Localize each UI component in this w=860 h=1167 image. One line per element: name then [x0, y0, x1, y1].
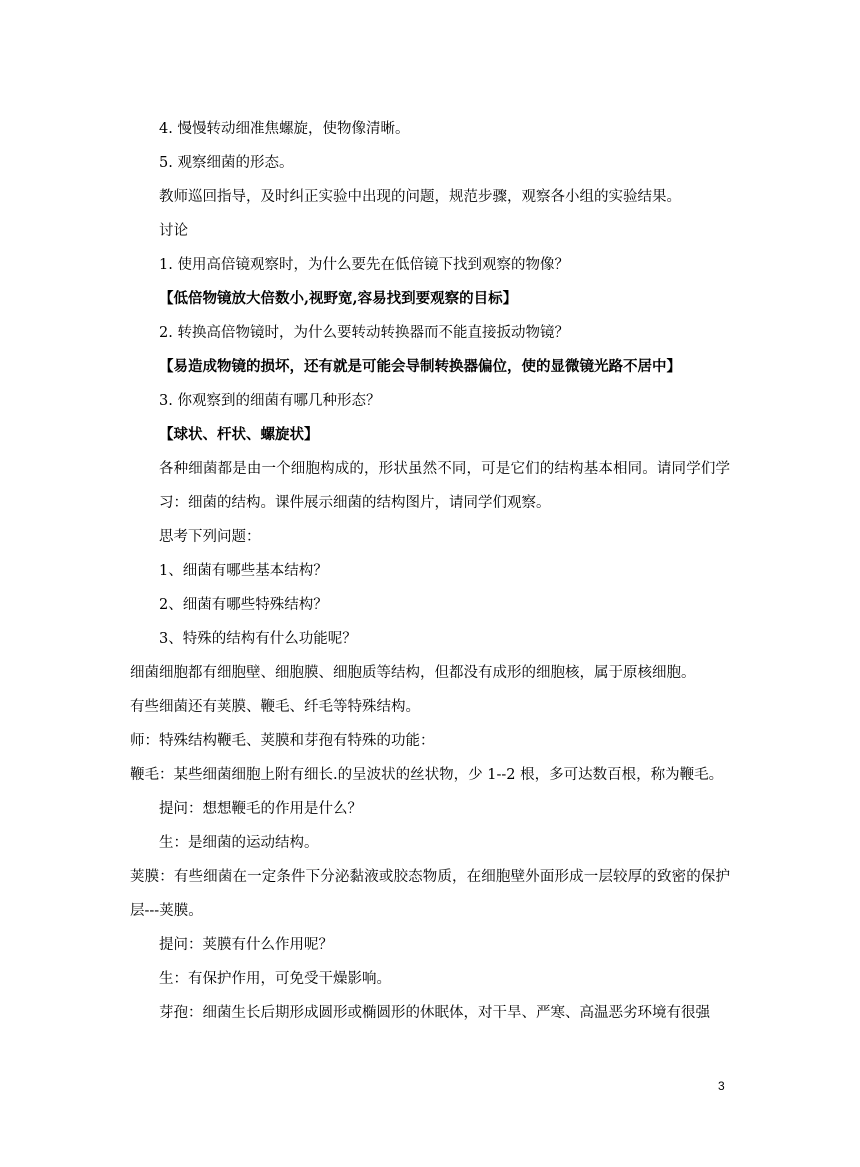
- teacher-special-line: 师：特殊结构鞭毛、荚膜和芽孢有特殊的功能：: [130, 733, 435, 749]
- think-question-2: 2、细菌有哪些特殊结构？: [159, 597, 328, 613]
- discussion-heading: 讨论: [159, 223, 188, 239]
- ask-capsule-line: 提问：荚膜有什么作用呢？: [159, 937, 333, 953]
- page-number: 3: [718, 1079, 725, 1093]
- answer-2-line: 【易造成物镜的损坏，还有就是可能会导制转换器偏位，使的显微镜光路不居中】: [159, 358, 681, 375]
- ask-flagella-line: 提问：想想鞭毛的作用是什么？: [159, 801, 362, 817]
- structure-intro-paragraph: 各种细菌都是由一个细胞构成的，形状虽然不同，可是它们的结构基本相同。请同学们学习：细菌的结构。课件展示细菌的结构图片，请同学们观察。: [159, 461, 730, 511]
- question-3-line: 3. 你观察到的细菌有哪几种形态？: [159, 393, 381, 409]
- answer-3-line: 【球状、杆状、螺旋状】: [159, 426, 319, 443]
- think-question-1: 1、细菌有哪些基本结构？: [159, 563, 328, 579]
- special-structure-line: 有些细菌还有荚膜、鞭毛、纤毛等特殊结构。: [130, 699, 420, 715]
- capsule-paragraph: 荚膜：有些细菌在一定条件下分泌黏液或胶态物质，在细胞壁外面形成一层较厚的致密的保护层---荚膜。: [130, 869, 730, 919]
- spore-line: 芽孢：细菌生长后期形成圆形或椭圆形的休眠体，对干旱、严寒、高温恶劣环境有很强: [159, 1005, 710, 1021]
- question-2-line: 2. 转换高倍物镜时，为什么要转动转换器而不能直接扳动物镜？: [159, 325, 569, 341]
- step-5-line: 5. 观察细菌的形态。: [159, 155, 294, 171]
- basic-structure-line: 细菌细胞都有细胞壁、细胞膜、细胞质等结构，但都没有成形的细胞核，属于原核细胞。: [130, 665, 696, 681]
- student-capsule-line: 生：有保护作用，可免受干燥影响。: [159, 971, 391, 987]
- question-1-line: 1. 使用高倍镜观察时，为什么要先在低倍镜下找到观察的物像？: [159, 257, 569, 273]
- flagella-paragraph: 鞭毛：某些细菌细胞上附有细长.的呈波状的丝状物，少 1--2 根，多可达数百根，称为鞭毛。: [130, 767, 724, 783]
- teacher-guidance-line: 教师巡回指导，及时纠正实验中出现的问题，规范步骤，观察各小组的实验结果。: [159, 189, 681, 205]
- page-body: [130, 112, 730, 1030]
- student-flagella-line: 生：是细菌的运动结构。: [159, 835, 319, 851]
- think-heading: 思考下列问题：: [159, 529, 261, 545]
- step-4-line: 4. 慢慢转动细准焦螺旋，使物像清晰。: [159, 121, 410, 137]
- answer-1-line: 【低倍物镜放大倍数小,视野宽,容易找到要观察的目标】: [159, 290, 518, 307]
- think-question-3: 3、特殊的结构有什么功能呢？: [159, 631, 357, 647]
